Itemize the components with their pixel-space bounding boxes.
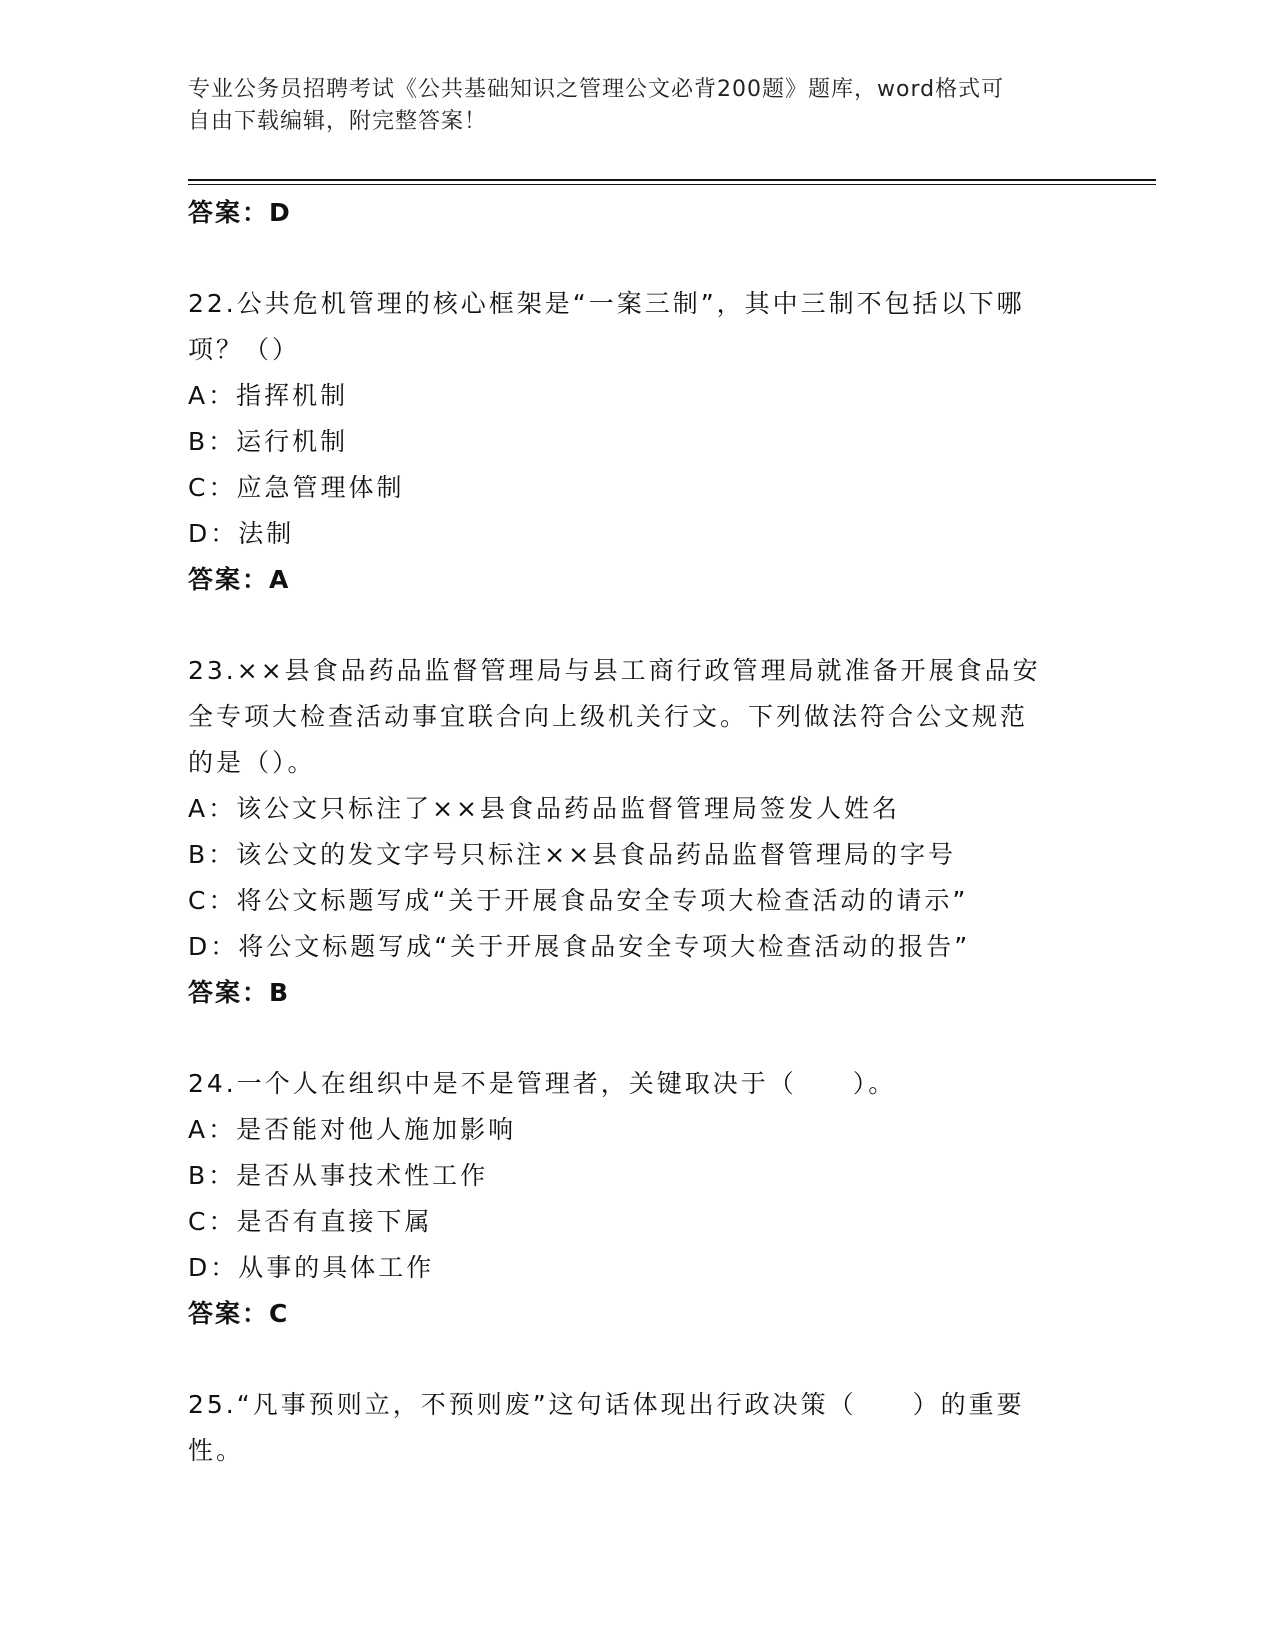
answer: 答案：B [188, 978, 291, 1007]
option-d: D：从事的具体工作 [188, 1253, 435, 1282]
question-stem: 全专项大检查活动事宜联合向上级机关行文。下列做法符合公文规范 [188, 702, 1029, 731]
option-a: A：指挥机制 [188, 381, 349, 410]
question-24 [188, 1061, 1088, 1337]
option-c: C：应急管理体制 [188, 473, 405, 502]
document-header [188, 74, 1068, 138]
previous-answer: 答案：D [188, 198, 292, 227]
header-line-1: 专业公务员招聘考试《公共基础知识之管理公文必背200题》题库，word格式可 [188, 77, 1005, 102]
question-content [188, 190, 1088, 1474]
question-23 [188, 648, 1088, 1016]
header-divider-thin [188, 184, 1156, 185]
option-c: C：将公文标题写成“关于开展食品安全专项大检查活动的请示” [188, 886, 969, 915]
option-d: D：法制 [188, 519, 295, 548]
question-stem: 25.“凡事预则立，不预则废”这句话体现出行政决策（ ）的重要 [188, 1390, 1025, 1419]
option-b: B：运行机制 [188, 427, 349, 456]
question-stem: 23.××县食品药品监督管理局与县工商行政管理局就准备开展食品安 [188, 656, 1041, 685]
spacer [188, 1337, 1088, 1382]
header-divider-thick [188, 179, 1156, 181]
spacer [188, 1016, 1088, 1061]
question-25 [188, 1382, 1088, 1474]
option-a: A：该公文只标注了××县食品药品监督管理局签发人姓名 [188, 794, 900, 823]
option-b: B：是否从事技术性工作 [188, 1161, 489, 1190]
spacer [188, 236, 1088, 281]
option-d: D：将公文标题写成“关于开展食品安全专项大检查活动的报告” [188, 932, 971, 961]
question-22 [188, 281, 1088, 603]
question-stem: 项？（） [188, 335, 301, 364]
answer: 答案：A [188, 565, 291, 594]
question-stem: 性。 [188, 1436, 245, 1465]
question-stem: 22.公共危机管理的核心框架是“一案三制”，其中三制不包括以下哪 [188, 289, 1025, 318]
question-stem: 24.一个人在组织中是不是管理者，关键取决于（ ）。 [188, 1069, 897, 1098]
header-line-2: 自由下载编辑，附完整答案！ [188, 109, 488, 134]
option-b: B：该公文的发文字号只标注××县食品药品监督管理局的字号 [188, 840, 957, 869]
option-a: A：是否能对他人施加影响 [188, 1115, 517, 1144]
option-c: C：是否有直接下属 [188, 1207, 433, 1236]
spacer [188, 603, 1088, 648]
answer: 答案：C [188, 1299, 290, 1328]
question-stem: 的是（）。 [188, 748, 316, 777]
